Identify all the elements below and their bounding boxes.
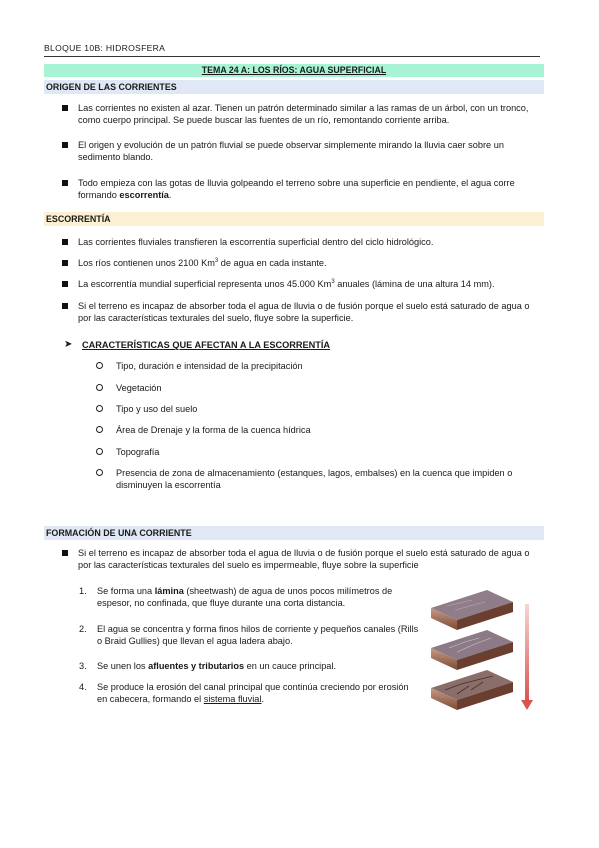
square-bullet-icon	[62, 303, 68, 309]
bullet-text: Si el terreno es incapaz de absorber toda el agua de lluvia o de fusión porque el suelo está saturado de agua o por las características texturales del suelo, fluye sobre la superficie.	[78, 301, 530, 324]
list-item: Topografía	[96, 446, 542, 458]
list-item	[66, 300, 542, 325]
square-bullet-icon	[62, 180, 68, 186]
list-item: Área de Drenaje y la forma de la cuenca hídrica	[96, 424, 542, 436]
circle-bullet-icon	[96, 448, 103, 455]
circle-bullet-icon	[96, 469, 103, 476]
list-item: Presencia de zona de almacenamiento (estanques, lagos, embalses) en la cuenca que impiden o disminuyen la escorrentía	[96, 467, 542, 492]
list-item	[66, 139, 542, 164]
list-item	[66, 257, 542, 269]
list-item	[66, 236, 542, 248]
section-heading-escorrentia: ESCORRENTÍA	[44, 212, 544, 226]
bullet-text: La escorrentía mundial superficial representa unos 45.000 Km$^3$ anuales (lámina de una altura 14 mm).	[78, 278, 495, 289]
circle-bullet-icon	[96, 426, 103, 433]
block-stage-1	[431, 590, 513, 630]
square-bullet-icon	[62, 260, 68, 266]
list-item: Tipo, duración e intensidad de la precipitación	[96, 360, 542, 372]
numbered-item: 1. Se forma una lámina (sheetwash) de agua de unos pocos milímetros de espesor, no confinada, que fluye durante una corta distancia.	[79, 586, 393, 609]
time-arrow-icon	[521, 604, 533, 710]
list-item	[66, 547, 542, 572]
bullet-text: Los ríos contienen unos 2100 Km$^3$ de agua en cada instante.	[78, 257, 327, 268]
section-heading-formacion: FORMACIÓN DE UNA CORRIENTE	[44, 526, 544, 540]
numbered-item: 2. El agua se concentra y forma finos hilos de corriente y pequeños canales (Rills o Braid Gullies) que llevan el agua ladera abajo.	[79, 624, 419, 647]
arrow-right-icon: ➤	[64, 339, 73, 350]
list-item	[66, 177, 542, 202]
block-stage-3	[431, 670, 513, 710]
circle-bullet-icon	[96, 384, 103, 391]
square-bullet-icon	[62, 281, 68, 287]
circle-bullet-icon	[96, 362, 103, 369]
page-header: BLOQUE 10B: HIDROSFERA	[44, 43, 540, 57]
list-item	[66, 102, 542, 127]
term-escorrentia: escorrentía	[119, 190, 169, 201]
page-title: TEMA 24 A: LOS RÍOS: AGUA SUPERFICIAL	[44, 64, 544, 77]
square-bullet-icon	[62, 550, 68, 556]
bullet-text: Si el terreno es incapaz de absorber toda el agua de lluvia o de fusión porque el suelo está saturado de agua o por las características texturales del suelo es impermeable, fluye sobre la superficie	[78, 548, 530, 571]
list-item: Vegetación	[96, 382, 542, 394]
list-item	[66, 278, 542, 290]
bullet-text: Todo empieza con las gotas de lluvia golpeando el terreno sobre una superficie en pendiente, el agua corre formando escorrentía.	[78, 178, 515, 201]
circle-bullet-icon	[96, 405, 103, 412]
subsection-heading-caracteristicas: ➤ CARACTERÍSTICAS QUE AFECTAN A LA ESCORRENTÍA	[64, 339, 331, 350]
numbered-item: 3. Se unen los afluentes y tributarios en un cauce principal.	[79, 661, 337, 671]
list-item: Tipo y uso del suelo	[96, 403, 542, 415]
stream-formation-illustration	[427, 586, 539, 718]
square-bullet-icon	[62, 239, 68, 245]
bullet-text: Las corrientes fluviales transfieren la escorrentía superficial dentro del ciclo hidrológico.	[78, 237, 434, 247]
square-bullet-icon	[62, 105, 68, 111]
numbered-item: 4. Se produce la erosión del canal principal que continúa creciendo por erosión en cabecera, formando el sistema fluvial.	[79, 682, 409, 705]
square-bullet-icon	[62, 142, 68, 148]
section-heading-origen: ORIGEN DE LAS CORRIENTES	[44, 80, 544, 94]
bullet-text: Las corrientes no existen al azar. Tienen un patrón determinado similar a las ramas de un árbol, con un tronco, como cuerpo principal. Se puede buscar las fuentes de un río, remontando corriente arriba.	[78, 103, 529, 126]
block-stage-2	[431, 630, 513, 670]
bullet-text: El origen y evolución de un patrón fluvial se puede observar simplemente mirando la lluvia caer sobre un sedimento blando.	[78, 140, 504, 163]
